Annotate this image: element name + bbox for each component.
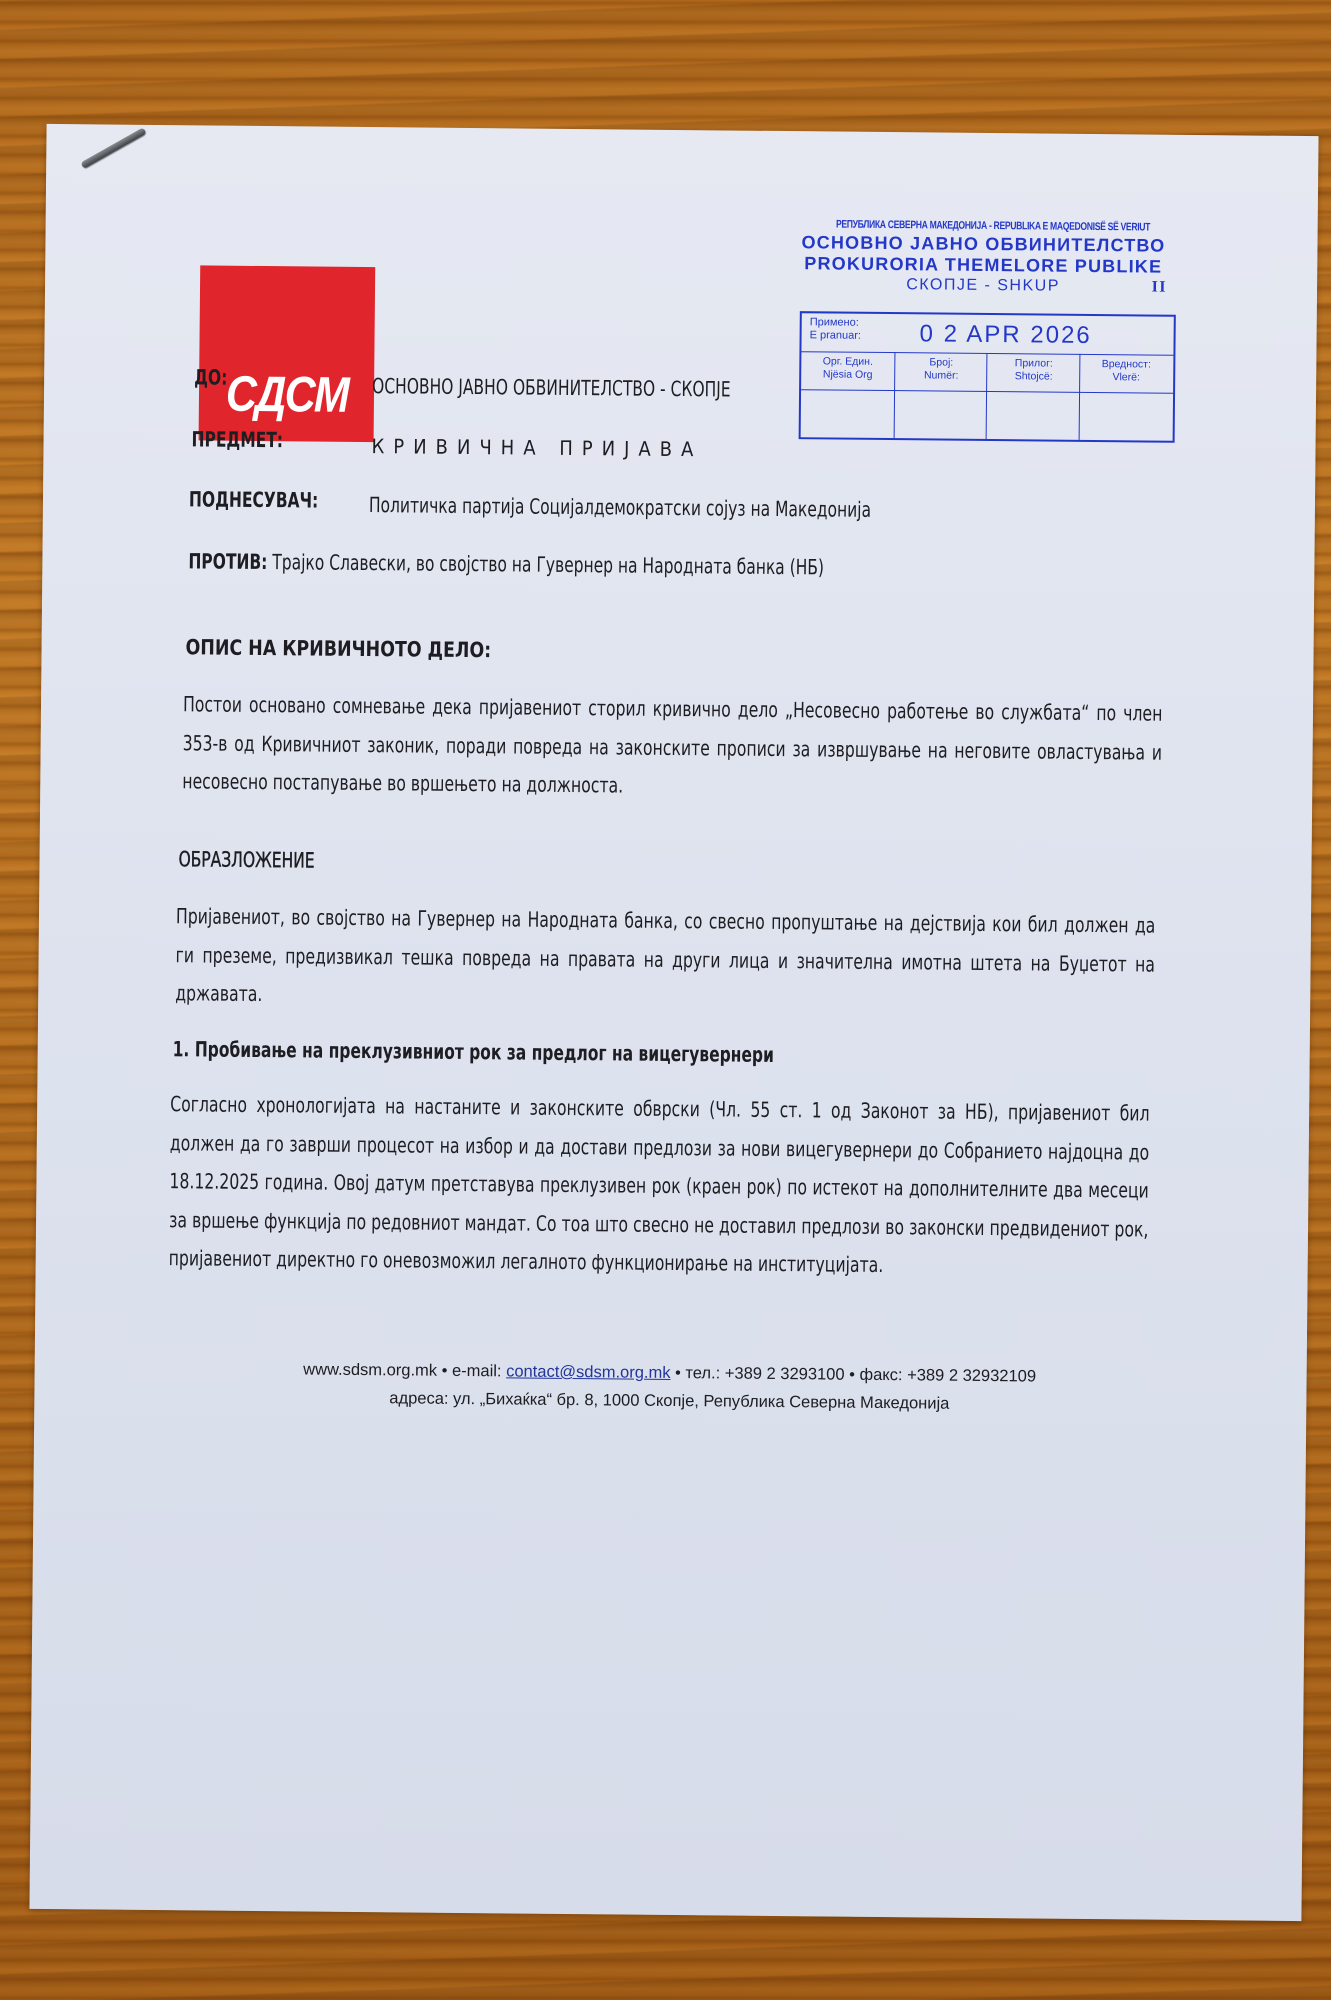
- stamp-city: СКОПЈЕ - SHKUP: [906, 276, 1060, 295]
- description-text: Постои основано сомневање дека пријавениот сторил кривично дело „Несовесно работење во службата“ по член 353-в од Кривичниот законик, поради повреда на законските прописи за извршување на неговите овластувања и несовесно постапување во вршењето на должноста.: [182, 692, 1163, 798]
- logo-text: СДСМ: [225, 365, 348, 423]
- against-line: [188, 549, 824, 579]
- subject-label: ПРЕДМЕТ:: [191, 427, 284, 453]
- stamp-mark: II: [1151, 278, 1168, 296]
- to-value: ОСНОВНО ЈАВНО ОБВИНИТЕЛСТВО - СКОПЈЕ: [371, 374, 731, 402]
- col-label-sq: Shtojcë:: [1014, 370, 1053, 383]
- col-label-sq: Numër:: [923, 369, 959, 382]
- stamp-line-2: ОСНОВНО ЈАВНО ОБВИНИТЕЛСТВО: [801, 232, 1166, 256]
- submitter-label: ПОДНЕСУВАЧ:: [188, 487, 319, 513]
- staple: [80, 127, 146, 168]
- footer-website[interactable]: www.sdsm.org.mk: [303, 1360, 438, 1380]
- point1-text: Согласно хронологијата на настаните и законските обврски (Чл. 55 ст. 1 од Законот за НБ), пријавениот бил должен да го заврши процесот на избор и да достави предлози за нови вицегувернери до Собранието најдоцна до 18.12.2025 година. Овој датум претставува преклузивен рок (краен рок) по истекот на дополнителните два месеци за вршење функција по редовниот мандат. Со тоа што свесно не доставил предлози во законски предвидениот рок, пријавениот директно го оневозможил легалното функционирање на институцијата.: [168, 1092, 1150, 1278]
- against-label: ПРОТИВ:: [188, 549, 268, 575]
- footer-contacts: [95, 1356, 1245, 1389]
- footer-address: адреса: ул. „Бихаќка“ бр. 8, 1000 Скопје, Република Северна Македонија: [389, 1389, 950, 1413]
- footer-email-link[interactable]: contact@sdsm.org.mk: [506, 1362, 671, 1382]
- stamp-date: 0 2 APR 2026: [919, 320, 1092, 349]
- col-label-mk: Прилог:: [1014, 357, 1053, 370]
- reasoning-text: Пријавениот, во својство на Гувернер на Народната банка, со свесно пропуштање на дејствија кои бил должен да ги преземе, предизвикал тешка повреда на правата на други лица и значителна имотна штета на Буџетот на државата.: [175, 904, 1156, 1007]
- footer-separator: •: [844, 1365, 860, 1384]
- received-label-mk: Примено:: [809, 316, 859, 329]
- received-label-sq: E pranuar:: [809, 329, 862, 342]
- footer-separator: •: [670, 1363, 686, 1383]
- description-heading: ОПИС НА КРИВИЧНОТО ДЕЛО:: [185, 635, 492, 663]
- sdsm-logo: [199, 265, 376, 442]
- footer-phone: тел.: +389 2 3293100: [685, 1364, 845, 1384]
- stamp-received-label: [810, 316, 910, 343]
- col-label-mk: Орг. Един.: [822, 355, 873, 368]
- footer-email-label: e-mail:: [451, 1361, 507, 1381]
- stamp-line-3: PROKURORIA THEMELORE PUBLIKE: [804, 253, 1163, 277]
- stamp-receipt-box: [799, 311, 1176, 443]
- stamp-col-value: [1081, 358, 1171, 391]
- document-sheet: [29, 124, 1318, 1921]
- point1-heading: 1. Пробивање на преклузивниот рок за предлог на вицегувернери: [172, 1037, 775, 1067]
- reasoning-heading: ОБРАЗЛОЖЕНИЕ: [178, 847, 315, 873]
- col-label-sq: Njësia Org: [822, 368, 873, 381]
- to-label: ДО:: [194, 365, 228, 390]
- submitter-value: Политичка партија Социјалдемократски сојуз на Македонија: [368, 493, 872, 522]
- stamp-col-number: [896, 356, 986, 389]
- stamp-col-attachment: [988, 357, 1079, 390]
- col-label-sq: Vlerë:: [1112, 371, 1140, 384]
- footer-fax: факс: +389 2 32932109: [859, 1365, 1037, 1386]
- stamp-line-1: РЕПУБЛИКА СЕВЕРНА МАКЕДОНИЈА - REPUBLIKA E MAQEDONISË SË VERIUT: [835, 218, 1151, 234]
- stamp-col-org: [801, 355, 894, 388]
- col-label-mk: Вредност:: [1101, 358, 1151, 371]
- against-value: Трајко Славески, во својство на Гувернер на Народната банка (НБ): [272, 550, 825, 580]
- subject-value: КРИВИЧНА ПРИЈАВА: [371, 434, 703, 462]
- footer-separator: •: [436, 1361, 453, 1380]
- prosecutor-stamp: [791, 217, 1176, 297]
- col-label-mk: Број:: [929, 356, 954, 369]
- stamp-line-4: [791, 274, 1175, 297]
